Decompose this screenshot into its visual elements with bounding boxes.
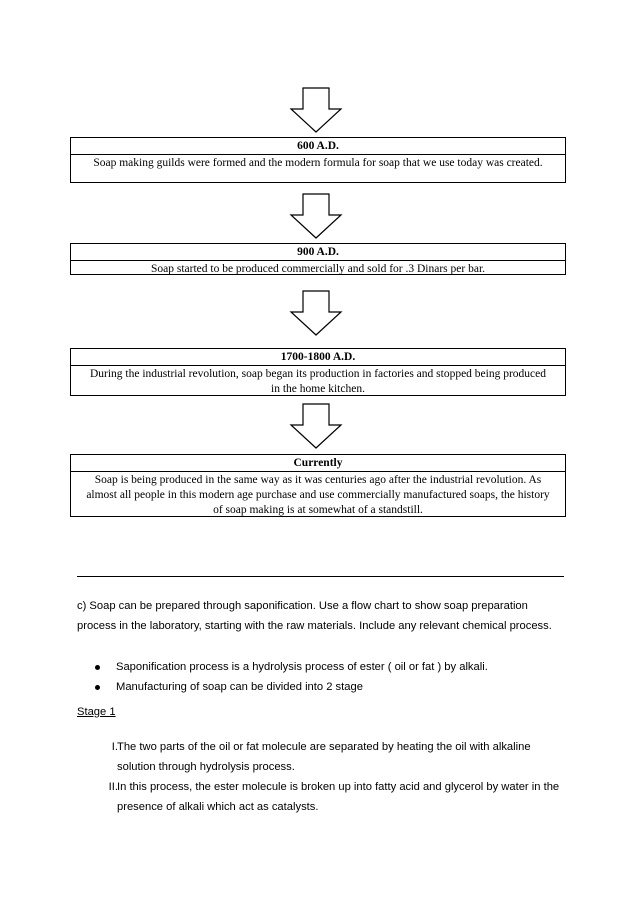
divider [77, 576, 564, 577]
timeline-text: Soap is being produced in the same way as it was centuries ago after the industrial revolution. As almost all people in this modern age purchase and use commercially manufactured soaps, the history of soap making is at somewhat of a standstill. [86, 474, 550, 516]
item-text: In this process, the ester molecule is broken up into fatty acid and glycerol by water in the presence of alkali which act as catalysts. [117, 781, 560, 813]
item-text: The two parts of the oil or fat molecule are separated by heating the oil with alkaline solution through hydrolysis process. [117, 741, 531, 773]
timeline-date: 900 A.D. [71, 244, 565, 261]
numbered-item [77, 737, 567, 777]
bullet-icon [95, 665, 100, 670]
timeline-text: Soap started to be produced commercially and sold for .3 Dinars per bar. [150, 263, 486, 275]
bullet-text: Saponification process is a hydrolysis process of ester ( oil or fat ) by alkali. [116, 661, 488, 673]
timeline-box-600 [70, 137, 566, 183]
bullet-item [95, 677, 565, 697]
question-paragraph: c) Soap can be prepared through saponification. Use a flow chart to show soap preparation process in the laboratory, starting with the raw materials. Include any relevant chemical process. [77, 600, 552, 632]
bullet-item [95, 657, 565, 677]
down-arrow-icon [289, 290, 343, 336]
timeline-text: Soap making guilds were formed and the modern formula for soap that we use today was created. [93, 157, 543, 169]
timeline-date: Currently [71, 455, 565, 472]
stage-heading: Stage 1 [77, 706, 116, 718]
timeline-box-900 [70, 243, 566, 275]
down-arrow-icon [289, 87, 343, 133]
down-arrow-icon [289, 403, 343, 449]
timeline-date: 1700-1800 A.D. [71, 349, 565, 366]
timeline-text: During the industrial revolution, soap began its production in factories and stopped being produced in the home kitchen. [89, 368, 547, 395]
down-arrow-icon [289, 193, 343, 239]
timeline-box-1700 [70, 348, 566, 396]
item-number: I. [111, 741, 118, 753]
timeline-box-currently [70, 454, 566, 517]
item-number: II. [108, 781, 118, 793]
numbered-item [77, 777, 567, 817]
timeline-date: 600 A.D. [71, 138, 565, 155]
bullet-text: Manufacturing of soap can be divided into 2 stage [116, 681, 363, 693]
bullet-icon [95, 685, 100, 690]
